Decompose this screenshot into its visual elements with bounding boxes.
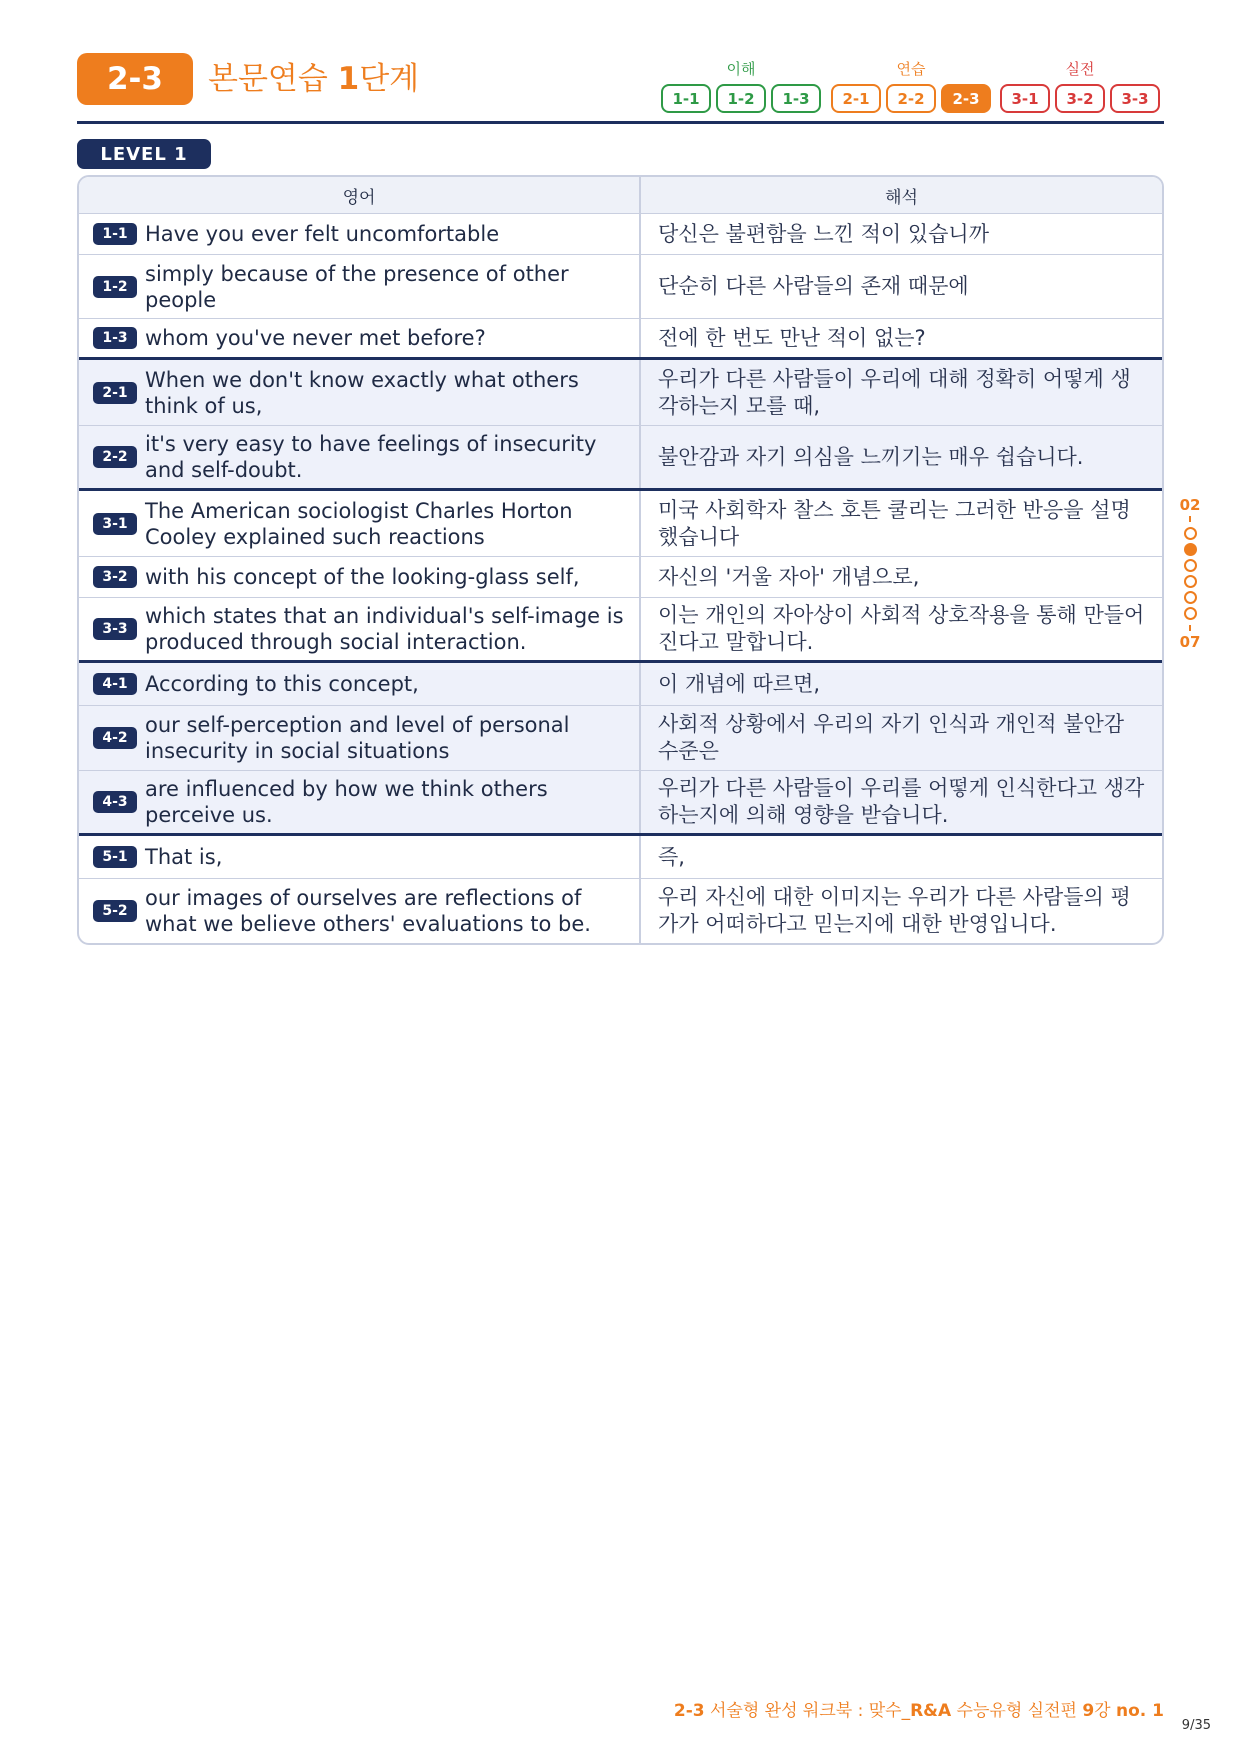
korean-translation-cell: 당신은 불편함을 느낀 적이 있습니까 [658, 221, 989, 246]
korean-translation-cell: 즉, [658, 844, 685, 869]
korean-translation-cell: 이 개념에 따르면, [658, 671, 821, 696]
korean-translation-cell: 단순히 다른 사람들의 존재 때문에 [658, 274, 969, 298]
sentence-number-badge: 1-3 [93, 327, 137, 349]
step-chip-1-1[interactable]: 1-1 [661, 84, 711, 113]
english-text: Have you ever felt uncomfortable [145, 222, 500, 246]
sentence-number-badge: 2-2 [93, 446, 137, 468]
side-nav-bar [1189, 625, 1191, 631]
side-nav-dot-active[interactable] [1184, 543, 1197, 556]
sentence-number-badge: 1-2 [93, 276, 137, 298]
english-cell [79, 598, 641, 660]
english-text: That is, [145, 845, 223, 869]
table-row [79, 319, 1162, 360]
english-cell [79, 771, 641, 833]
step-chip-1-2[interactable]: 1-2 [716, 84, 766, 113]
footer-series: 수능유형 실전편 [951, 1701, 1083, 1721]
english-cell [79, 214, 641, 254]
footer-text [674, 1696, 1164, 1721]
column-header-english: 영어 [79, 177, 641, 213]
sentence-number-badge: 4-3 [93, 791, 137, 813]
english-cell [79, 255, 641, 318]
title-number: 1 [337, 61, 360, 97]
english-text: which states that an individual's self-image is produced through social interaction. [145, 604, 624, 654]
section-badge: 2-3 [77, 53, 193, 105]
column-header-korean: 해석 [885, 187, 918, 208]
sentence-number-badge: 3-2 [93, 566, 137, 588]
side-nav-dot[interactable] [1184, 559, 1197, 572]
table-row [79, 557, 1162, 598]
sentence-number-badge: 4-2 [93, 727, 137, 749]
sentence-number-badge: 1-1 [93, 223, 137, 245]
english-text: our self-perception and level of personal insecurity in social situations [145, 713, 570, 763]
korean-translation-cell: 전에 한 번도 만난 적이 없는? [658, 325, 926, 350]
english-text: our images of ourselves are reflections of what we believe others' evaluations to be. [145, 886, 591, 936]
korean-translation-cell: 우리가 다른 사람들이 우리를 어떻게 인식한다고 생각하는지에 의해 영향을 받습니다. [658, 776, 1145, 827]
title-prefix: 본문연습 [208, 61, 338, 97]
sentence-number-badge: 2-1 [93, 382, 137, 404]
step-group-label: 실전 [1065, 60, 1095, 78]
table-row [79, 598, 1162, 663]
header-divider [77, 121, 1164, 124]
english-cell [79, 319, 641, 357]
korean-translation-cell: 사회적 상황에서 우리의 자기 인식과 개인적 불안감 수준은 [658, 712, 1125, 763]
table-row [79, 663, 1162, 706]
table-row [79, 426, 1162, 491]
page-title [208, 58, 419, 100]
sentence-number-badge: 5-2 [93, 900, 137, 922]
korean-translation-cell: 이는 개인의 자아상이 사회적 상호작용을 통해 만들어진다고 말합니다. [658, 603, 1145, 654]
side-nav-start-label: 02 [1179, 496, 1201, 514]
table-header [79, 177, 1162, 214]
sentence-number-badge: 4-1 [93, 673, 137, 695]
english-cell [79, 663, 641, 705]
side-nav-dot[interactable] [1184, 591, 1197, 604]
english-text: When we don't know exactly what others think of us, [145, 367, 579, 418]
korean-translation-cell: 불안감과 자기 의심을 느끼기는 매우 쉽습니다. [658, 444, 1084, 469]
step-group-understand [661, 58, 821, 113]
footer-item-number: no. 1 [1116, 1701, 1164, 1721]
step-chip-2-1[interactable]: 2-1 [831, 84, 881, 113]
step-chip-3-1[interactable]: 3-1 [1000, 84, 1050, 113]
table-row [79, 836, 1162, 879]
level-badge: LEVEL 1 [77, 139, 211, 169]
step-chip-2-2[interactable]: 2-2 [886, 84, 936, 113]
step-chip-3-2[interactable]: 3-2 [1055, 84, 1105, 113]
korean-translation-cell: 우리 자신에 대한 이미지는 우리가 다른 사람들의 평가가 어떠하다고 믿는지에 대한 반영입니다. [658, 885, 1131, 936]
footer-code: 2-3 [673, 1701, 705, 1721]
footer-book-title: 서술형 완성 워크북 : 맞수_ [704, 1701, 911, 1721]
footer-lesson-suffix: 강 [1094, 1701, 1116, 1721]
korean-translation-cell: 미국 사회학자 찰스 호튼 쿨리는 그러한 반응을 설명했습니다 [658, 497, 1131, 549]
step-chip-1-3[interactable]: 1-3 [771, 84, 821, 113]
translation-table [77, 175, 1164, 945]
step-chip-2-3[interactable]: 2-3 [941, 84, 991, 113]
english-cell [79, 360, 641, 425]
table-row [79, 706, 1162, 771]
english-text: According to this concept, [145, 672, 419, 696]
english-text: simply because of the presence of other people [145, 261, 569, 312]
english-cell [79, 426, 641, 488]
step-chip-3-3[interactable]: 3-3 [1110, 84, 1160, 113]
english-text: with his concept of the looking-glass self, [145, 565, 580, 589]
step-group-practice [831, 58, 991, 113]
table-row [79, 214, 1162, 255]
side-nav-dot[interactable] [1184, 575, 1197, 588]
step-group-actual [1000, 58, 1160, 113]
unit-side-nav [1177, 496, 1203, 651]
sentence-number-badge: 3-1 [93, 513, 137, 535]
table-row [79, 771, 1162, 836]
english-cell [79, 557, 641, 597]
step-group-label: 이해 [726, 60, 756, 78]
footer-lesson-number: 9 [1082, 1701, 1095, 1721]
korean-translation-cell: 자신의 '거울 자아' 개념으로, [658, 564, 920, 589]
title-suffix: 단계 [359, 61, 420, 97]
step-group-label: 연습 [896, 60, 926, 78]
table-row [79, 879, 1162, 943]
english-text: are influenced by how we think others perceive us. [145, 777, 548, 827]
side-nav-dot[interactable] [1184, 607, 1197, 620]
english-cell [79, 706, 641, 770]
sentence-number-badge: 3-3 [93, 618, 137, 640]
korean-translation-cell: 우리가 다른 사람들이 우리에 대해 정확히 어떻게 생각하는지 모를 때, [658, 366, 1131, 418]
table-row [79, 360, 1162, 426]
english-text: The American sociologist Charles Horton Cooley explained such reactions [145, 498, 573, 549]
side-nav-dot[interactable] [1184, 527, 1197, 540]
table-row [79, 255, 1162, 319]
table-row [79, 491, 1162, 557]
english-cell [79, 879, 641, 943]
english-text: whom you've never met before? [145, 326, 486, 350]
english-text: it's very easy to have feelings of insecurity and self-doubt. [145, 432, 597, 482]
side-nav-bar [1189, 516, 1191, 522]
sentence-number-badge: 5-1 [93, 846, 137, 868]
english-cell [79, 491, 641, 556]
footer-brand: R&A [910, 1701, 952, 1721]
page-number: 9/35 [1181, 1718, 1211, 1733]
english-cell [79, 836, 641, 878]
side-nav-end-label: 07 [1179, 633, 1201, 651]
